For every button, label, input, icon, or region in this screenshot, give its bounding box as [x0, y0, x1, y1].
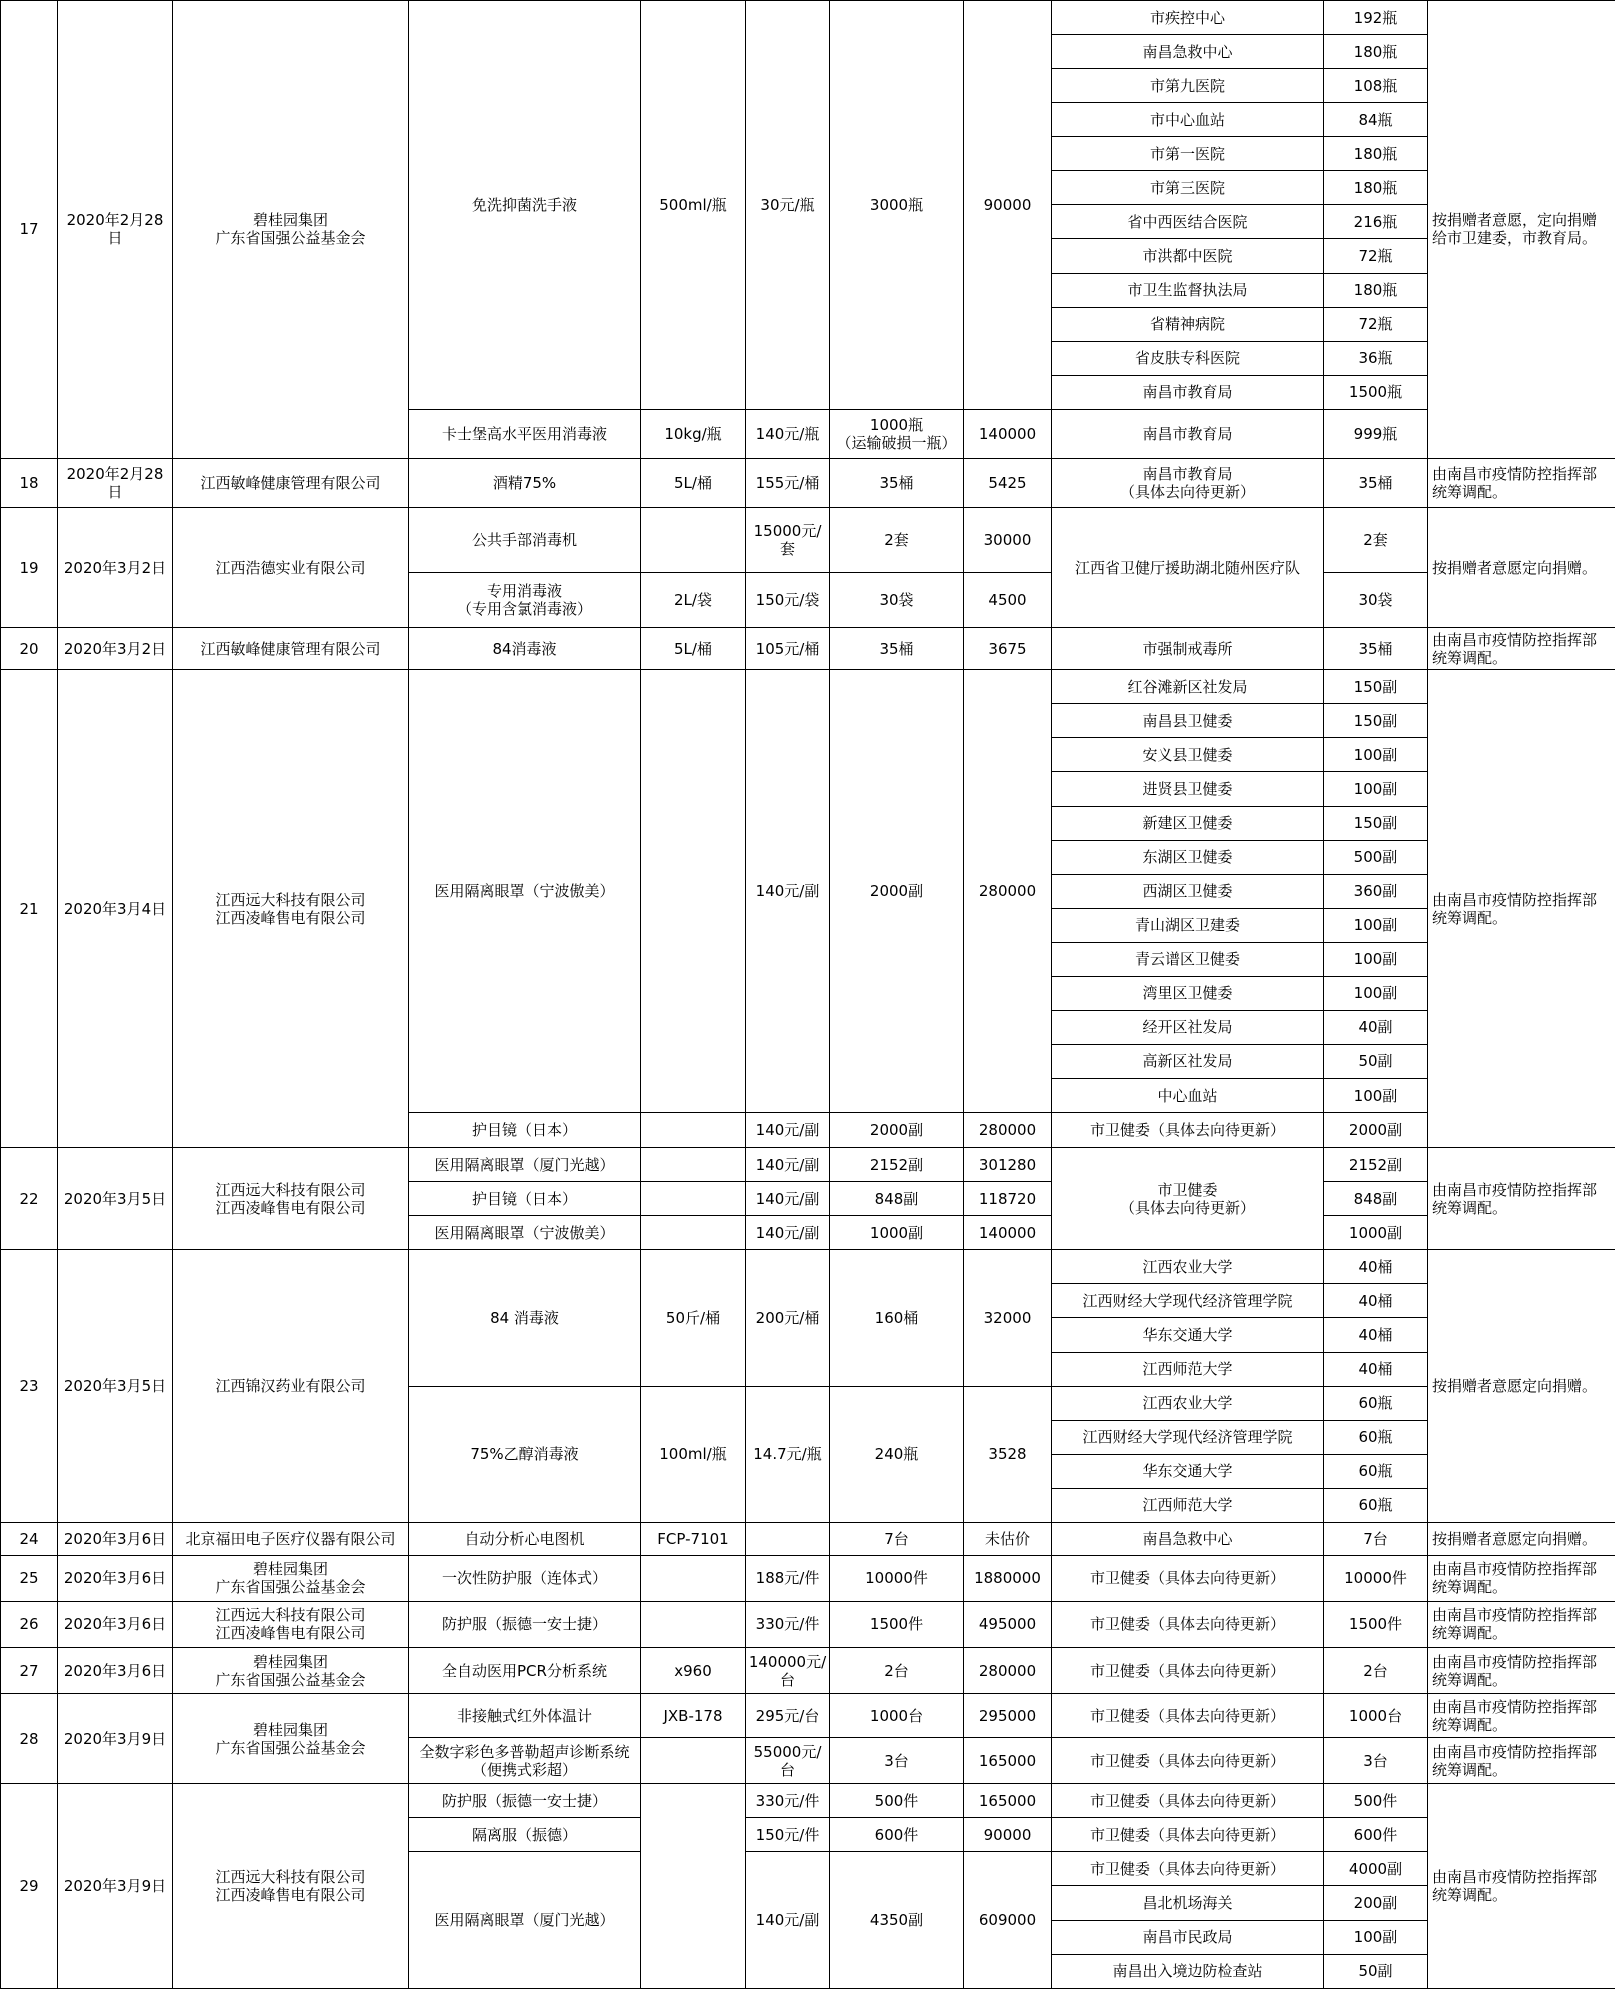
- recipient-name: 市第一医院: [1052, 137, 1324, 171]
- recipient-quantity: 100副: [1324, 738, 1428, 772]
- recipient-quantity: 40副: [1324, 1010, 1428, 1044]
- item-name: 自动分析心电图机: [409, 1522, 641, 1555]
- recipient-name: 市卫健委（具体去向待更新）: [1052, 1113, 1324, 1148]
- item-name: 84 消毒液: [409, 1250, 641, 1386]
- item-unit-price: 140元/副: [746, 1182, 830, 1216]
- item-quantity: 2152副: [830, 1148, 964, 1182]
- item-quantity: 2套: [830, 507, 964, 572]
- item-amount: 280000: [964, 670, 1052, 1113]
- item-unit-price: 200元/桶: [746, 1250, 830, 1386]
- item-unit-price: 140元/瓶: [746, 409, 830, 458]
- recipient-name: 南昌急救中心: [1052, 1522, 1324, 1555]
- item-spec: 50斤/桶: [641, 1250, 746, 1386]
- item-name: 卡士堡高水平医用消毒液: [409, 409, 641, 458]
- note: 由南昌市疫情防控指挥部统筹调配。: [1428, 1738, 1615, 1784]
- item-unit-price: 140元/副: [746, 1148, 830, 1182]
- item-quantity: 3台: [830, 1738, 964, 1784]
- recipient-quantity: 35桶: [1324, 458, 1428, 507]
- item-unit-price: 105元/桶: [746, 628, 830, 670]
- recipient-quantity: 1000台: [1324, 1694, 1428, 1738]
- item-amount: 609000: [964, 1852, 1052, 1989]
- donation-date: 2020年2月28日: [58, 1, 173, 459]
- recipient-name: 华东交通大学: [1052, 1318, 1324, 1352]
- item-spec: [641, 1601, 746, 1647]
- recipient-name: 江西师范大学: [1052, 1488, 1324, 1522]
- recipient-quantity: 1000副: [1324, 1216, 1428, 1250]
- donor-name: 江西敏峰健康管理有限公司: [173, 458, 409, 507]
- item-spec: [641, 1216, 746, 1250]
- item-spec: [641, 507, 746, 572]
- recipient-quantity: 2套: [1324, 507, 1428, 572]
- item-quantity: 7台: [830, 1522, 964, 1555]
- row-number: 29: [1, 1784, 58, 1989]
- recipient-quantity: 180瓶: [1324, 273, 1428, 307]
- item-spec: FCP-7101: [641, 1522, 746, 1555]
- item-quantity: 35桶: [830, 628, 964, 670]
- item-quantity: 500件: [830, 1784, 964, 1818]
- item-spec: [641, 1555, 746, 1601]
- item-name: 全自动医用PCR分析系统: [409, 1648, 641, 1694]
- recipient-quantity: 40桶: [1324, 1250, 1428, 1284]
- recipient-name: 新建区卫健委: [1052, 806, 1324, 840]
- item-spec: [641, 1182, 746, 1216]
- recipient-quantity: 500件: [1324, 1784, 1428, 1818]
- recipient-name: 江西省卫健厅援助湖北随州医疗队: [1052, 507, 1324, 627]
- item-quantity: 2台: [830, 1648, 964, 1694]
- recipient-quantity: 100副: [1324, 1079, 1428, 1113]
- item-quantity: 848副: [830, 1182, 964, 1216]
- donor-name: 江西敏峰健康管理有限公司: [173, 628, 409, 670]
- recipient-name: 市卫健委 （具体去向待更新）: [1052, 1148, 1324, 1250]
- recipient-name: 江西财经大学现代经济管理学院: [1052, 1420, 1324, 1454]
- donor-name: 碧桂园集团 广东省国强公益基金会: [173, 1555, 409, 1601]
- note: 由南昌市疫情防控指挥部统筹调配。: [1428, 1601, 1615, 1647]
- donation-date: 2020年3月2日: [58, 628, 173, 670]
- recipient-quantity: 150副: [1324, 704, 1428, 738]
- item-unit-price: 15000元/套: [746, 507, 830, 572]
- recipient-name: 市卫生监督执法局: [1052, 273, 1324, 307]
- item-amount: 5425: [964, 458, 1052, 507]
- item-unit-price: 14.7元/瓶: [746, 1386, 830, 1522]
- item-spec: 5L/桶: [641, 628, 746, 670]
- recipient-name: 红谷滩新区社发局: [1052, 670, 1324, 704]
- item-unit-price: 30元/瓶: [746, 1, 830, 410]
- item-spec: x960: [641, 1648, 746, 1694]
- note: 由南昌市疫情防控指挥部统筹调配。: [1428, 670, 1615, 1148]
- donor-name: 江西远大科技有限公司 江西凌峰售电有限公司: [173, 670, 409, 1148]
- recipient-name: 南昌市教育局 （具体去向待更新）: [1052, 458, 1324, 507]
- recipient-quantity: 2000副: [1324, 1113, 1428, 1148]
- recipient-name: 南昌市教育局: [1052, 409, 1324, 458]
- item-quantity: 160桶: [830, 1250, 964, 1386]
- item-amount: 未估价: [964, 1522, 1052, 1555]
- row-number: 20: [1, 628, 58, 670]
- item-amount: 280000: [964, 1648, 1052, 1694]
- item-quantity: 1500件: [830, 1601, 964, 1647]
- recipient-name: 东湖区卫健委: [1052, 840, 1324, 874]
- item-name: 专用消毒液 （专用含氯消毒液）: [409, 573, 641, 628]
- note: 由南昌市疫情防控指挥部统筹调配。: [1428, 1784, 1615, 1989]
- item-quantity: 1000瓶 （运输破损一瓶）: [830, 409, 964, 458]
- item-quantity: 2000副: [830, 670, 964, 1113]
- recipient-quantity: 2台: [1324, 1648, 1428, 1694]
- recipient-name: 省中西医结合医院: [1052, 205, 1324, 239]
- recipient-quantity: 150副: [1324, 670, 1428, 704]
- row-number: 23: [1, 1250, 58, 1523]
- item-quantity: 35桶: [830, 458, 964, 507]
- item-amount: 118720: [964, 1182, 1052, 1216]
- item-quantity: 10000件: [830, 1555, 964, 1601]
- recipient-name: 市第九医院: [1052, 69, 1324, 103]
- donation-date: 2020年3月4日: [58, 670, 173, 1148]
- row-number: 25: [1, 1555, 58, 1601]
- item-unit-price: 140元/副: [746, 1852, 830, 1989]
- note: 按捐赠者意愿，定向捐赠给市卫建委，市教育局。: [1428, 1, 1615, 459]
- recipient-quantity: 10000件: [1324, 1555, 1428, 1601]
- item-spec: [641, 1784, 746, 1989]
- recipient-quantity: 7台: [1324, 1522, 1428, 1555]
- item-unit-price: 295元/台: [746, 1694, 830, 1738]
- item-name: 公共手部消毒机: [409, 507, 641, 572]
- note: 由南昌市疫情防控指挥部统筹调配。: [1428, 1648, 1615, 1694]
- note: 按捐赠者意愿定向捐赠。: [1428, 1250, 1615, 1523]
- item-unit-price: 55000元/台: [746, 1738, 830, 1784]
- recipient-name: 市第三医院: [1052, 171, 1324, 205]
- recipient-quantity: 72瓶: [1324, 239, 1428, 273]
- recipient-name: 市卫健委（具体去向待更新）: [1052, 1601, 1324, 1647]
- item-name: 医用隔离眼罩（厦门光越）: [409, 1852, 641, 1989]
- recipient-quantity: 60瓶: [1324, 1386, 1428, 1420]
- item-spec: 500ml/瓶: [641, 1, 746, 410]
- recipient-quantity: 848副: [1324, 1182, 1428, 1216]
- item-amount: 1880000: [964, 1555, 1052, 1601]
- item-unit-price: 150元/袋: [746, 573, 830, 628]
- recipient-quantity: 30袋: [1324, 573, 1428, 628]
- recipient-quantity: 999瓶: [1324, 409, 1428, 458]
- item-unit-price: 330元/件: [746, 1601, 830, 1647]
- item-quantity: 1000台: [830, 1694, 964, 1738]
- recipient-name: 市洪都中医院: [1052, 239, 1324, 273]
- donation-date: 2020年3月6日: [58, 1555, 173, 1601]
- item-unit-price: 188元/件: [746, 1555, 830, 1601]
- item-spec: 2L/袋: [641, 573, 746, 628]
- donor-name: 江西浩德实业有限公司: [173, 507, 409, 627]
- recipient-quantity: 35桶: [1324, 628, 1428, 670]
- recipient-name: 青云谱区卫健委: [1052, 942, 1324, 976]
- recipient-name: 市卫健委（具体去向待更新）: [1052, 1694, 1324, 1738]
- item-unit-price: 150元/件: [746, 1818, 830, 1852]
- recipient-quantity: 1500件: [1324, 1601, 1428, 1647]
- recipient-quantity: 4000副: [1324, 1852, 1428, 1886]
- item-unit-price: 140000元/ 台: [746, 1648, 830, 1694]
- recipient-quantity: 360副: [1324, 874, 1428, 908]
- recipient-name: 市疾控中心: [1052, 1, 1324, 35]
- recipient-name: 进贤县卫健委: [1052, 772, 1324, 806]
- recipient-name: 南昌市教育局: [1052, 375, 1324, 409]
- item-name: 防护服（振德一安士捷）: [409, 1784, 641, 1818]
- note: 由南昌市疫情防控指挥部统筹调配。: [1428, 628, 1615, 670]
- recipient-quantity: 100副: [1324, 772, 1428, 806]
- recipient-name: 省精神病院: [1052, 307, 1324, 341]
- item-amount: 32000: [964, 1250, 1052, 1386]
- item-quantity: 3000瓶: [830, 1, 964, 410]
- recipient-quantity: 2152副: [1324, 1148, 1428, 1182]
- row-number: 17: [1, 1, 58, 459]
- recipient-name: 昌北机场海关: [1052, 1886, 1324, 1920]
- recipient-quantity: 150副: [1324, 806, 1428, 840]
- recipient-quantity: 180瓶: [1324, 35, 1428, 69]
- item-name: 酒精75%: [409, 458, 641, 507]
- item-amount: 301280: [964, 1148, 1052, 1182]
- recipient-name: 省皮肤专科医院: [1052, 341, 1324, 375]
- item-amount: 3675: [964, 628, 1052, 670]
- item-amount: 295000: [964, 1694, 1052, 1738]
- recipient-name: 南昌市民政局: [1052, 1920, 1324, 1954]
- note: 由南昌市疫情防控指挥部统筹调配。: [1428, 1148, 1615, 1250]
- recipient-quantity: 36瓶: [1324, 341, 1428, 375]
- recipient-quantity: 100副: [1324, 976, 1428, 1010]
- item-spec: 5L/桶: [641, 458, 746, 507]
- row-number: 27: [1, 1648, 58, 1694]
- item-name: 隔离服（振德）: [409, 1818, 641, 1852]
- recipient-quantity: 60瓶: [1324, 1420, 1428, 1454]
- item-quantity: 1000副: [830, 1216, 964, 1250]
- item-name: 免洗抑菌洗手液: [409, 1, 641, 410]
- row-number: 18: [1, 458, 58, 507]
- row-number: 26: [1, 1601, 58, 1647]
- recipient-quantity: 108瓶: [1324, 69, 1428, 103]
- recipient-quantity: 84瓶: [1324, 103, 1428, 137]
- recipient-quantity: 100副: [1324, 942, 1428, 976]
- donation-date: 2020年3月9日: [58, 1784, 173, 1989]
- item-amount: 4500: [964, 573, 1052, 628]
- recipient-quantity: 200副: [1324, 1886, 1428, 1920]
- item-amount: 165000: [964, 1738, 1052, 1784]
- recipient-name: 南昌县卫健委: [1052, 704, 1324, 738]
- row-number: 19: [1, 507, 58, 627]
- recipient-quantity: 100副: [1324, 1920, 1428, 1954]
- recipient-name: 江西农业大学: [1052, 1386, 1324, 1420]
- note: 由南昌市疫情防控指挥部统筹调配。: [1428, 458, 1615, 507]
- donation-date: 2020年3月6日: [58, 1522, 173, 1555]
- recipient-quantity: 60瓶: [1324, 1488, 1428, 1522]
- recipient-name: 高新区社发局: [1052, 1044, 1324, 1078]
- item-amount: 140000: [964, 1216, 1052, 1250]
- recipient-quantity: 1500瓶: [1324, 375, 1428, 409]
- item-unit-price: 330元/件: [746, 1784, 830, 1818]
- recipient-name: 安义县卫健委: [1052, 738, 1324, 772]
- note: 由南昌市疫情防控指挥部统筹调配。: [1428, 1555, 1615, 1601]
- donor-name: 江西远大科技有限公司 江西凌峰售电有限公司: [173, 1601, 409, 1647]
- note: 按捐赠者意愿定向捐赠。: [1428, 507, 1615, 627]
- recipient-name: 华东交通大学: [1052, 1454, 1324, 1488]
- item-amount: 280000: [964, 1113, 1052, 1148]
- donation-date: 2020年3月5日: [58, 1250, 173, 1523]
- recipient-name: 市卫健委（具体去向待更新）: [1052, 1818, 1324, 1852]
- item-name: 医用隔离眼罩（宁波傲美）: [409, 670, 641, 1113]
- recipient-quantity: 60瓶: [1324, 1454, 1428, 1488]
- recipient-quantity: 180瓶: [1324, 137, 1428, 171]
- item-amount: 90000: [964, 1818, 1052, 1852]
- recipient-name: 市卫健委（具体去向待更新）: [1052, 1648, 1324, 1694]
- item-spec: 10kg/瓶: [641, 409, 746, 458]
- recipient-name: 青山湖区卫建委: [1052, 908, 1324, 942]
- recipient-name: 南昌急救中心: [1052, 35, 1324, 69]
- recipient-quantity: 192瓶: [1324, 1, 1428, 35]
- item-spec: [641, 1113, 746, 1148]
- item-spec: [641, 670, 746, 1113]
- donation-date: 2020年3月6日: [58, 1648, 173, 1694]
- recipient-quantity: 40桶: [1324, 1352, 1428, 1386]
- recipient-name: 市强制戒毒所: [1052, 628, 1324, 670]
- item-quantity: 240瓶: [830, 1386, 964, 1522]
- item-unit-price: 140元/副: [746, 1113, 830, 1148]
- recipient-name: 江西师范大学: [1052, 1352, 1324, 1386]
- item-unit-price: 140元/副: [746, 670, 830, 1113]
- row-number: 22: [1, 1148, 58, 1250]
- donation-date: 2020年3月6日: [58, 1601, 173, 1647]
- recipient-name: 南昌出入境边防检查站: [1052, 1954, 1324, 1988]
- item-amount: 90000: [964, 1, 1052, 410]
- item-amount: 495000: [964, 1601, 1052, 1647]
- item-name: 非接触式红外体温计: [409, 1694, 641, 1738]
- item-name: 75%乙醇消毒液: [409, 1386, 641, 1522]
- recipient-name: 市卫健委（具体去向待更新）: [1052, 1852, 1324, 1886]
- recipient-name: 市卫健委（具体去向待更新）: [1052, 1784, 1324, 1818]
- item-amount: 165000: [964, 1784, 1052, 1818]
- recipient-quantity: 500副: [1324, 840, 1428, 874]
- item-name: 84消毒液: [409, 628, 641, 670]
- recipient-name: 市中心血站: [1052, 103, 1324, 137]
- donor-name: 碧桂园集团 广东省国强公益基金会: [173, 1694, 409, 1784]
- recipient-quantity: 216瓶: [1324, 205, 1428, 239]
- recipient-quantity: 180瓶: [1324, 171, 1428, 205]
- item-quantity: 600件: [830, 1818, 964, 1852]
- recipient-name: 西湖区卫健委: [1052, 874, 1324, 908]
- donor-name: 北京福田电子医疗仪器有限公司: [173, 1522, 409, 1555]
- recipient-quantity: 600件: [1324, 1818, 1428, 1852]
- donation-date: 2020年3月2日: [58, 507, 173, 627]
- item-name: 医用隔离眼罩（宁波傲美）: [409, 1216, 641, 1250]
- recipient-quantity: 40桶: [1324, 1318, 1428, 1352]
- item-quantity: 30袋: [830, 573, 964, 628]
- recipient-quantity: 50副: [1324, 1044, 1428, 1078]
- recipient-quantity: 100副: [1324, 908, 1428, 942]
- recipient-quantity: 72瓶: [1324, 307, 1428, 341]
- recipient-name: 湾里区卫健委: [1052, 976, 1324, 1010]
- item-amount: 30000: [964, 507, 1052, 572]
- item-quantity: 4350副: [830, 1852, 964, 1989]
- item-name: 一次性防护服（连体式）: [409, 1555, 641, 1601]
- donation-date: 2020年2月28日: [58, 458, 173, 507]
- item-spec: [641, 1738, 746, 1784]
- row-number: 28: [1, 1694, 58, 1784]
- recipient-name: 市卫健委（具体去向待更新）: [1052, 1738, 1324, 1784]
- item-spec: 100ml/瓶: [641, 1386, 746, 1522]
- row-number: 21: [1, 670, 58, 1148]
- row-number: 24: [1, 1522, 58, 1555]
- donor-name: 碧桂园集团 广东省国强公益基金会: [173, 1, 409, 459]
- item-name: 医用隔离眼罩（厦门光越）: [409, 1148, 641, 1182]
- item-name: 防护服（振德一安士捷）: [409, 1601, 641, 1647]
- recipient-name: 江西农业大学: [1052, 1250, 1324, 1284]
- recipient-name: 中心血站: [1052, 1079, 1324, 1113]
- item-unit-price: 140元/副: [746, 1216, 830, 1250]
- recipient-quantity: 3台: [1324, 1738, 1428, 1784]
- item-spec: [641, 1148, 746, 1182]
- recipient-name: 经开区社发局: [1052, 1010, 1324, 1044]
- item-quantity: 2000副: [830, 1113, 964, 1148]
- donor-name: 碧桂园集团 广东省国强公益基金会: [173, 1648, 409, 1694]
- donation-date: 2020年3月9日: [58, 1694, 173, 1784]
- donor-name: 江西远大科技有限公司 江西凌峰售电有限公司: [173, 1784, 409, 1989]
- item-amount: 3528: [964, 1386, 1052, 1522]
- item-name: 护目镜（日本）: [409, 1113, 641, 1148]
- item-name: 全数字彩色多普勒超声诊断系统 （便携式彩超）: [409, 1738, 641, 1784]
- note: 按捐赠者意愿定向捐赠。: [1428, 1522, 1615, 1555]
- item-unit-price: [746, 1522, 830, 1555]
- recipient-quantity: 40桶: [1324, 1284, 1428, 1318]
- recipient-name: 市卫健委（具体去向待更新）: [1052, 1555, 1324, 1601]
- recipient-quantity: 50副: [1324, 1954, 1428, 1988]
- item-spec: JXB-178: [641, 1694, 746, 1738]
- recipient-name: 江西财经大学现代经济管理学院: [1052, 1284, 1324, 1318]
- donor-name: 江西锦汉药业有限公司: [173, 1250, 409, 1523]
- item-name: 护目镜（日本）: [409, 1182, 641, 1216]
- item-amount: 140000: [964, 409, 1052, 458]
- item-unit-price: 155元/桶: [746, 458, 830, 507]
- donation-date: 2020年3月5日: [58, 1148, 173, 1250]
- donor-name: 江西远大科技有限公司 江西凌峰售电有限公司: [173, 1148, 409, 1250]
- note: 由南昌市疫情防控指挥部统筹调配。: [1428, 1694, 1615, 1738]
